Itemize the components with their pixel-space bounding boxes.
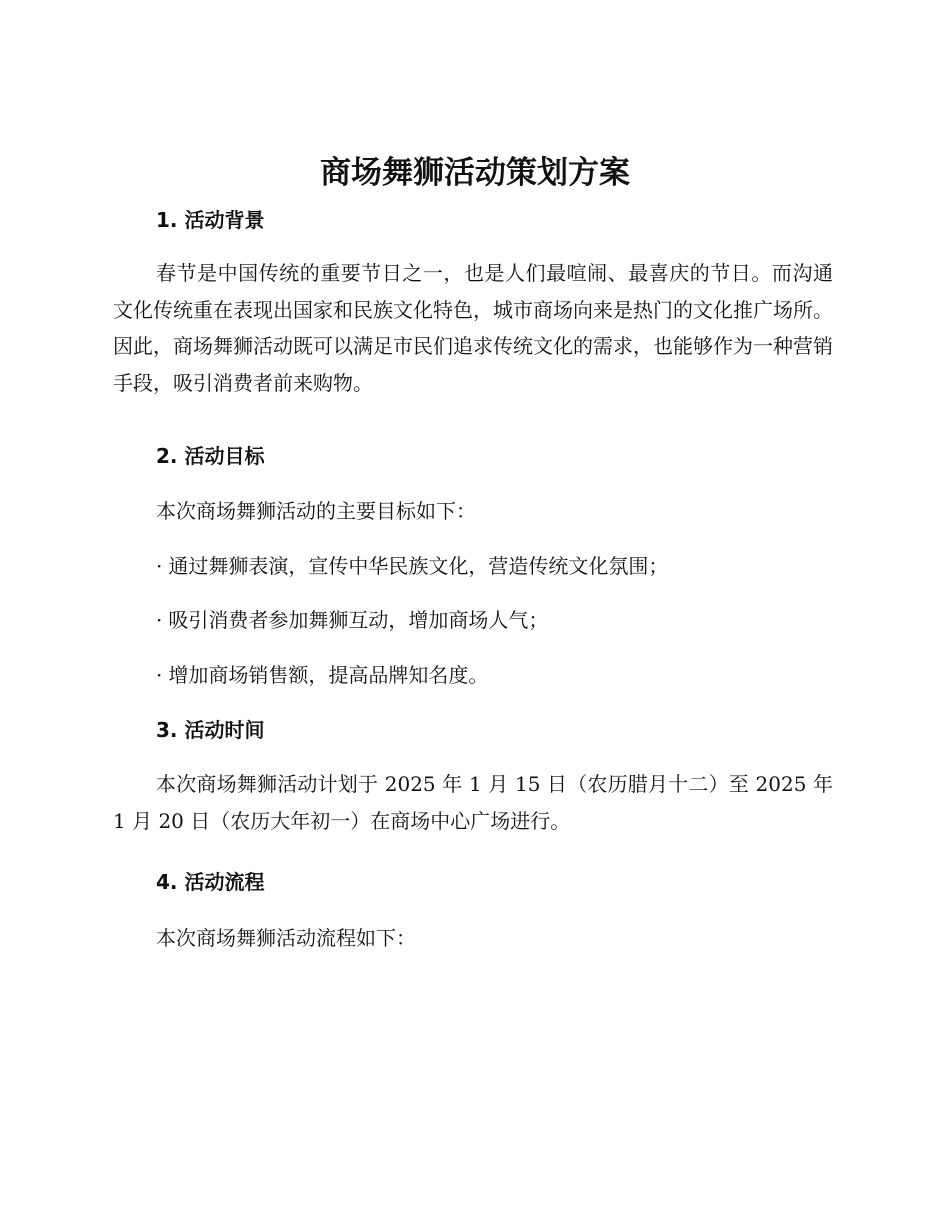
goal-bullet-item xyxy=(156,602,548,638)
goals-intro: 本次商场舞狮活动的主要目标如下： xyxy=(156,499,476,523)
time-paragraph: 本次商场舞狮活动计划于 2025 年 1 月 15 日（农历腊月十二）至 2025 年 1 月 20 日（农历大年初一）在商场中心广场进行。 xyxy=(113,772,833,833)
section-heading-process: 4. 活动流程 xyxy=(156,870,265,894)
bullet-symbol: · xyxy=(156,663,163,687)
document-title: 商场舞狮活动策划方案 xyxy=(320,155,630,191)
goal-bullet-item xyxy=(156,657,488,693)
goal-bullet-text: 吸引消费者参加舞狮互动，增加商场人气； xyxy=(168,608,549,632)
goal-bullet-text: 增加商场销售额，提高品牌知名度。 xyxy=(168,663,489,687)
background-paragraph: 春节是中国传统的重要节日之一，也是人们最喧闹、最喜庆的节日。而沟通文化传统重在表现出国家和民族文化特色，城市商场向来是热门的文化推广场所。因此，商场舞狮活动既可以满足市民们追求传统文化的需求，也能够作为一种营销手段，吸引消费者前来购物。 xyxy=(113,261,833,395)
bullet-symbol: · xyxy=(156,608,163,632)
section-heading-goals: 2. 活动目标 xyxy=(156,444,265,468)
goal-bullet-text: 通过舞狮表演，宣传中华民族文化，营造传统文化氛围； xyxy=(168,554,669,578)
section-heading-background: 1. 活动背景 xyxy=(156,208,265,232)
process-intro: 本次商场舞狮活动流程如下： xyxy=(156,926,416,950)
goal-bullet-item xyxy=(156,548,668,584)
section-heading-time: 3. 活动时间 xyxy=(156,718,265,742)
bullet-symbol: · xyxy=(156,554,163,578)
